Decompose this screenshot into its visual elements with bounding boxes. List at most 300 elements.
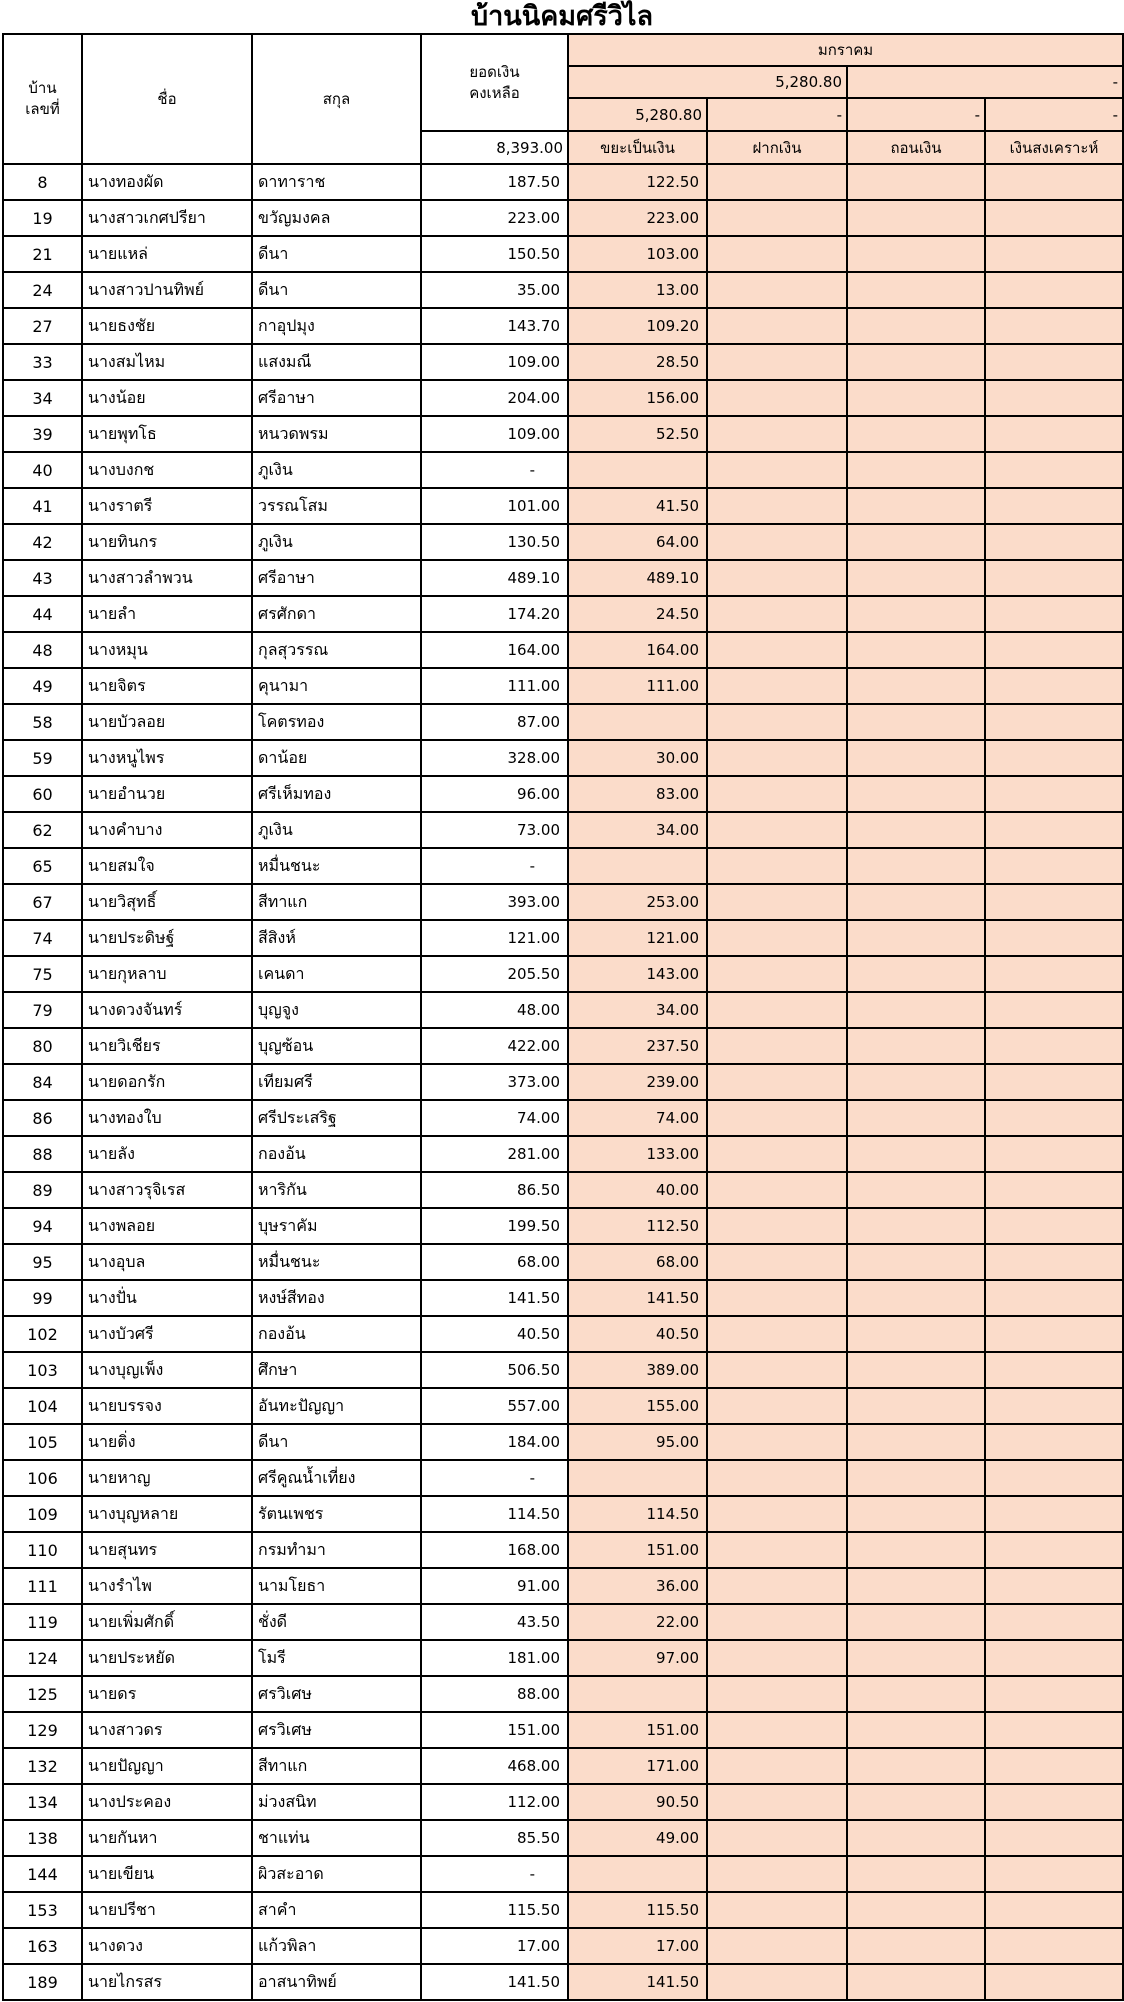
trash-money-cell: 239.00 [568,1064,707,1100]
welfare-cell [985,1496,1123,1532]
trash-money-cell: 171.00 [568,1748,707,1784]
withdraw-cell [847,1532,985,1568]
balance-cell: 101.00 [421,488,568,524]
deposit-cell [707,1280,847,1316]
name-cell: นางสมไหม [82,344,252,380]
col-header-withdraw: ถอนเงิน [847,131,985,164]
deposit-cell [707,344,847,380]
welfare-cell [985,1748,1123,1784]
withdraw-cell [847,596,985,632]
surname-cell: ดีนา [252,272,421,308]
withdraw-cell [847,1496,985,1532]
surname-cell: ขวัญมงคล [252,200,421,236]
deposit-cell [707,1640,847,1676]
table-row [3,200,1123,236]
house-no-cell: 21 [3,236,82,272]
deposit-cell [707,416,847,452]
deposit-cell [707,1496,847,1532]
withdraw-cell [847,380,985,416]
trash-money-cell: 103.00 [568,236,707,272]
ledger-table [2,33,1124,2001]
surname-cell: สีทาแก [252,1748,421,1784]
withdraw-cell [847,1856,985,1892]
deposit-cell [707,812,847,848]
name-cell: นางสาวปานทิพย์ [82,272,252,308]
withdraw-cell [847,200,985,236]
table-row [3,1172,1123,1208]
deposit-cell [707,1748,847,1784]
balance-cell: 40.50 [421,1316,568,1352]
table-row [3,1928,1123,1964]
withdraw-cell [847,1424,985,1460]
house-no-cell: 124 [3,1640,82,1676]
table-row [3,776,1123,812]
trash-money-cell: 36.00 [568,1568,707,1604]
withdraw-cell [847,164,985,200]
surname-cell: หงษ์สีทอง [252,1280,421,1316]
name-cell: นายกุหลาบ [82,956,252,992]
house-no-cell: 19 [3,200,82,236]
welfare-cell [985,956,1123,992]
welfare-cell [985,1784,1123,1820]
col-header-surname: สกุล [252,34,421,164]
table-header [3,34,1123,164]
welfare-cell [985,488,1123,524]
table-row [3,1424,1123,1460]
welfare-cell [985,344,1123,380]
welfare-cell [985,740,1123,776]
col-header-welfare: เงินสงเคราะห์ [985,131,1123,164]
table-row [3,1676,1123,1712]
withdraw-cell [847,920,985,956]
deposit-cell [707,1352,847,1388]
trash-money-cell: 22.00 [568,1604,707,1640]
name-cell: นางปั่น [82,1280,252,1316]
name-cell: นายลัง [82,1136,252,1172]
surname-cell: สีสิงห์ [252,920,421,956]
surname-cell: ศรศักดา [252,596,421,632]
surname-cell: กองอ้น [252,1316,421,1352]
table-row [3,1604,1123,1640]
trash-money-cell [568,1856,707,1892]
name-cell: นางราตรี [82,488,252,524]
deposit-cell [707,992,847,1028]
withdraw-cell [847,1244,985,1280]
welfare-cell [985,1460,1123,1496]
welfare-cell [985,1208,1123,1244]
welfare-cell [985,200,1123,236]
deposit-cell [707,668,847,704]
table-row [3,236,1123,272]
table-row [3,1208,1123,1244]
surname-cell: ศรีเห็มทอง [252,776,421,812]
balance-cell: - [421,848,568,884]
surname-cell: หมื่นชนะ [252,1244,421,1280]
deposit-cell [707,776,847,812]
deposit-cell [707,1172,847,1208]
trash-money-cell: 95.00 [568,1424,707,1460]
trash-money-cell: 97.00 [568,1640,707,1676]
deposit-cell [707,596,847,632]
balance-cell: 91.00 [421,1568,568,1604]
withdraw-cell [847,1100,985,1136]
deposit-cell [707,1208,847,1244]
table-row [3,1064,1123,1100]
balance-cell: 223.00 [421,200,568,236]
balance-label-line1: ยอดเงิน [469,62,520,81]
name-cell: นายบัวลอย [82,704,252,740]
withdraw-cell [847,1784,985,1820]
header-row-month [3,34,1123,66]
table-row [3,1496,1123,1532]
balance-cell: 109.00 [421,416,568,452]
welfare-cell [985,1064,1123,1100]
name-cell: นายกันหา [82,1820,252,1856]
trash-money-cell: 237.50 [568,1028,707,1064]
balance-cell: 86.50 [421,1172,568,1208]
welfare-cell [985,1928,1123,1964]
house-no-cell: 39 [3,416,82,452]
surname-cell: บุษราคัม [252,1208,421,1244]
table-row [3,1100,1123,1136]
surname-cell: รัตนเพชร [252,1496,421,1532]
welfare-cell [985,848,1123,884]
welfare-cell [985,1532,1123,1568]
balance-cell: 489.10 [421,560,568,596]
table-row [3,380,1123,416]
name-cell: นางน้อย [82,380,252,416]
withdraw-cell [847,1892,985,1928]
table-row [3,884,1123,920]
welfare-cell [985,1568,1123,1604]
deposit-cell [707,524,847,560]
name-cell: นางดวงจันทร์ [82,992,252,1028]
balance-cell: 68.00 [421,1244,568,1280]
table-row [3,452,1123,488]
balance-cell: 130.50 [421,524,568,560]
house-no-cell: 40 [3,452,82,488]
welfare-cell [985,1820,1123,1856]
trash-money-cell: 90.50 [568,1784,707,1820]
name-cell: นายเขียน [82,1856,252,1892]
withdraw-cell [847,560,985,596]
table-row [3,488,1123,524]
welfare-cell [985,668,1123,704]
balance-cell: 109.00 [421,344,568,380]
name-cell: นายประหยัด [82,1640,252,1676]
trash-money-cell: 223.00 [568,200,707,236]
table-row [3,1640,1123,1676]
table-row [3,1316,1123,1352]
welfare-cell [985,1244,1123,1280]
col-header-deposit: ฝากเงิน [707,131,847,164]
name-cell: นางพลอย [82,1208,252,1244]
table-row [3,344,1123,380]
name-cell: นายแหล่ [82,236,252,272]
trash-money-cell: 52.50 [568,416,707,452]
surname-cell: หาริกัน [252,1172,421,1208]
withdraw-cell [847,1280,985,1316]
balance-cell: 85.50 [421,1820,568,1856]
deposit-cell [707,1316,847,1352]
balance-cell: 121.00 [421,920,568,956]
welfare-cell [985,416,1123,452]
surname-cell: ชั่งดี [252,1604,421,1640]
surname-cell: ศรีประเสริฐ [252,1100,421,1136]
name-cell: นายประดิษฐ์ [82,920,252,956]
welfare-cell [985,1352,1123,1388]
balance-cell: 43.50 [421,1604,568,1640]
house-no-cell: 49 [3,668,82,704]
trash-money-cell: 28.50 [568,344,707,380]
withdraw-cell [847,1460,985,1496]
surname-cell: ภูเงิน [252,452,421,488]
deposit-cell [707,236,847,272]
welfare-cell [985,992,1123,1028]
name-cell: นางคำบาง [82,812,252,848]
deposit-cell [707,488,847,524]
deposit-cell [707,1244,847,1280]
table-body [3,164,1123,2000]
surname-cell: ดีนา [252,236,421,272]
withdraw-cell [847,776,985,812]
house-no-cell: 144 [3,1856,82,1892]
month-total-right: - [847,66,1123,98]
withdraw-cell [847,1028,985,1064]
welfare-cell [985,524,1123,560]
welfare-cell [985,164,1123,200]
withdraw-cell [847,1136,985,1172]
trash-money-cell: 49.00 [568,1820,707,1856]
month-total-left: 5,280.80 [568,66,847,98]
name-cell: นายพุทโธ [82,416,252,452]
welfare-cell [985,308,1123,344]
name-cell: นายเพิ่มศักดิ์ [82,1604,252,1640]
house-no-cell: 41 [3,488,82,524]
house-no-cell: 163 [3,1928,82,1964]
name-cell: นายดร [82,1676,252,1712]
welfare-cell [985,884,1123,920]
withdraw-cell [847,452,985,488]
trash-money-cell: 30.00 [568,740,707,776]
deposit-cell [707,452,847,488]
welfare-cell [985,1280,1123,1316]
table-row [3,920,1123,956]
surname-cell: ชาแท่น [252,1820,421,1856]
welfare-cell [985,1136,1123,1172]
balance-cell: 73.00 [421,812,568,848]
name-cell: นายปัญญา [82,1748,252,1784]
name-cell: นางบุญเพ็ง [82,1352,252,1388]
balance-cell: - [421,1460,568,1496]
page-title: บ้านนิคมศรีวิไล [471,1,653,32]
surname-cell: บุญซ้อน [252,1028,421,1064]
balance-total: 8,393.00 [421,131,568,164]
house-no-cell: 88 [3,1136,82,1172]
house-no-cell: 89 [3,1172,82,1208]
withdraw-cell [847,524,985,560]
deposit-cell [707,920,847,956]
subtotal-trash: 5,280.80 [568,98,707,131]
table-row [3,1892,1123,1928]
balance-cell: 199.50 [421,1208,568,1244]
trash-money-cell: 253.00 [568,884,707,920]
withdraw-cell [847,1064,985,1100]
house-no-cell: 111 [3,1568,82,1604]
surname-cell: ดาน้อย [252,740,421,776]
trash-money-cell: 34.00 [568,812,707,848]
withdraw-cell [847,344,985,380]
house-no-cell: 34 [3,380,82,416]
deposit-cell [707,1820,847,1856]
name-cell: นายอำนวย [82,776,252,812]
trash-money-cell: 68.00 [568,1244,707,1280]
house-no-label-line2: เลขที่ [25,100,60,118]
house-no-cell: 75 [3,956,82,992]
deposit-cell [707,1532,847,1568]
surname-cell: สาคำ [252,1892,421,1928]
name-cell: นายปรีชา [82,1892,252,1928]
name-cell: นายบรรจง [82,1388,252,1424]
surname-cell: โมรี [252,1640,421,1676]
table-row [3,1244,1123,1280]
col-header-house-no [3,34,82,164]
month-header: มกราคม [568,34,1123,66]
withdraw-cell [847,1208,985,1244]
table-row [3,1460,1123,1496]
withdraw-cell [847,812,985,848]
surname-cell: ภูเงิน [252,524,421,560]
table-row [3,524,1123,560]
withdraw-cell [847,1568,985,1604]
house-no-cell: 67 [3,884,82,920]
house-no-cell: 27 [3,308,82,344]
welfare-cell [985,1640,1123,1676]
deposit-cell [707,1856,847,1892]
welfare-cell [985,1676,1123,1712]
deposit-cell [707,1100,847,1136]
trash-money-cell: 121.00 [568,920,707,956]
trash-money-cell [568,452,707,488]
trash-money-cell: 156.00 [568,380,707,416]
withdraw-cell [847,1712,985,1748]
balance-cell: 422.00 [421,1028,568,1064]
name-cell: นายลำ [82,596,252,632]
table-row [3,1856,1123,1892]
trash-money-cell [568,1676,707,1712]
surname-cell: ศรีอาษา [252,380,421,416]
house-no-cell: 110 [3,1532,82,1568]
subtotal-welfare: - [985,98,1123,131]
col-header-name: ชื่อ [82,34,252,164]
surname-cell: สีทาแก [252,884,421,920]
withdraw-cell [847,1316,985,1352]
balance-cell: 111.00 [421,668,568,704]
deposit-cell [707,1712,847,1748]
balance-cell: 74.00 [421,1100,568,1136]
balance-cell: 506.50 [421,1352,568,1388]
deposit-cell [707,1892,847,1928]
name-cell: นายสุนทร [82,1532,252,1568]
trash-money-cell: 155.00 [568,1388,707,1424]
house-no-cell: 58 [3,704,82,740]
name-cell: นายหาญ [82,1460,252,1496]
table-row [3,596,1123,632]
welfare-cell [985,1964,1123,2000]
table-row [3,992,1123,1028]
trash-money-cell: 111.00 [568,668,707,704]
house-no-cell: 99 [3,1280,82,1316]
deposit-cell [707,632,847,668]
welfare-cell [985,1424,1123,1460]
name-cell: นายวิสุทธิ์ [82,884,252,920]
trash-money-cell: 17.00 [568,1928,707,1964]
welfare-cell [985,1712,1123,1748]
surname-cell: กองอ้น [252,1136,421,1172]
house-no-cell: 86 [3,1100,82,1136]
surname-cell: คุนามา [252,668,421,704]
balance-cell: 48.00 [421,992,568,1028]
balance-cell: 174.20 [421,596,568,632]
house-no-cell: 48 [3,632,82,668]
subtotal-withdraw: - [847,98,985,131]
surname-cell: บุญจูง [252,992,421,1028]
balance-cell: 168.00 [421,1532,568,1568]
welfare-cell [985,452,1123,488]
balance-cell: 141.50 [421,1280,568,1316]
surname-cell: แสงมณี [252,344,421,380]
withdraw-cell [847,1820,985,1856]
name-cell: นางบัวศรี [82,1316,252,1352]
deposit-cell [707,1424,847,1460]
withdraw-cell [847,1964,985,2000]
trash-money-cell: 151.00 [568,1712,707,1748]
table-row [3,416,1123,452]
surname-cell: เทียมศรี [252,1064,421,1100]
table-row [3,1820,1123,1856]
house-no-cell: 80 [3,1028,82,1064]
surname-cell: นามโยธา [252,1568,421,1604]
table-row [3,848,1123,884]
balance-cell: 187.50 [421,164,568,200]
name-cell: นางสาวดร [82,1712,252,1748]
surname-cell: ศรวิเศษ [252,1676,421,1712]
withdraw-cell [847,1640,985,1676]
surname-cell: หมื่นชนะ [252,848,421,884]
deposit-cell [707,380,847,416]
withdraw-cell [847,308,985,344]
table-row [3,632,1123,668]
surname-cell: แก้วพิลา [252,1928,421,1964]
balance-cell: 151.00 [421,1712,568,1748]
table-row [3,956,1123,992]
trash-money-cell: 389.00 [568,1352,707,1388]
balance-label-line2: คงเหลือ [469,83,520,102]
withdraw-cell [847,992,985,1028]
table-row [3,272,1123,308]
surname-cell: ศรวิเศษ [252,1712,421,1748]
balance-cell: 112.00 [421,1784,568,1820]
balance-cell: 373.00 [421,1064,568,1100]
trash-money-cell: 109.20 [568,308,707,344]
deposit-cell [707,1676,847,1712]
surname-cell: กาอุปมุง [252,308,421,344]
deposit-cell [707,884,847,920]
surname-cell: ม่วงสนิท [252,1784,421,1820]
table-row [3,1964,1123,2000]
trash-money-cell: 64.00 [568,524,707,560]
trash-money-cell: 114.50 [568,1496,707,1532]
